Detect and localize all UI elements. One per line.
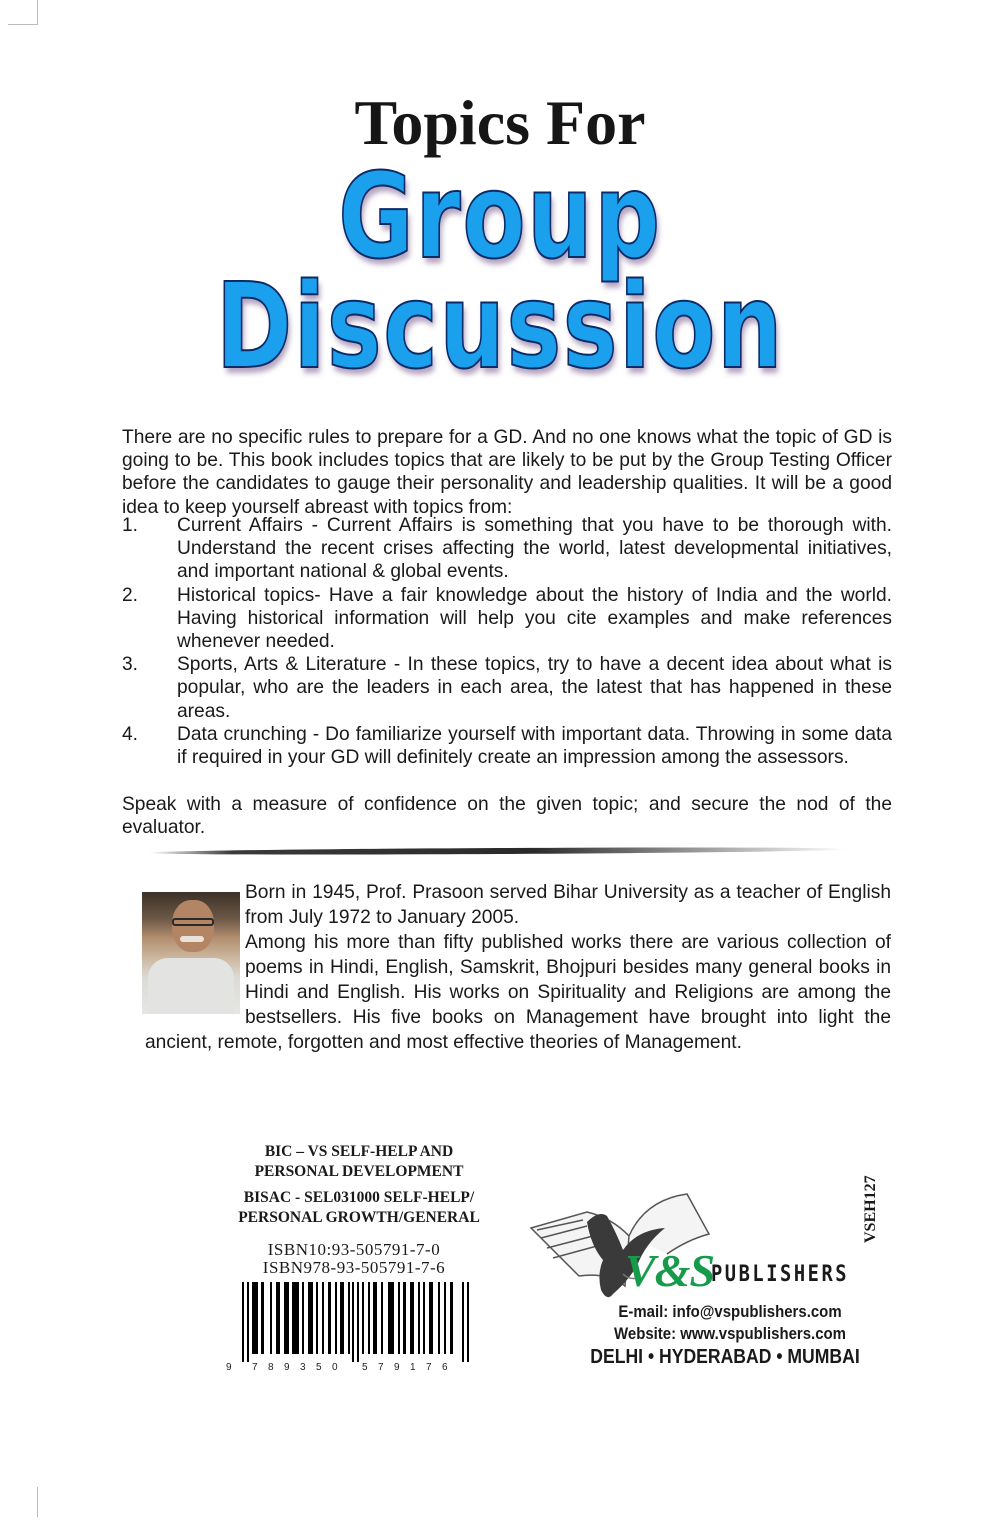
barcode-digit: 7 xyxy=(426,1362,432,1373)
barcode-icon xyxy=(242,1282,474,1362)
topic-list xyxy=(122,514,892,769)
topic-number: 2. xyxy=(122,584,139,606)
barcode-digit: 9 xyxy=(226,1362,232,1373)
intro-paragraph: There are no specific rules to prepare for a GD. And no one knows what the topic of GD is going to be. This book includes topics that are likely to be put by the Group Testing Officer before the candidates to gauge their personality and leadership qualities. It will be a good idea to keep yourself abreast with topics from: xyxy=(122,427,892,518)
bisac-classification xyxy=(224,1188,494,1228)
title-group: Group xyxy=(338,147,662,285)
topic-number: 1. xyxy=(122,515,139,536)
barcode-digit: 6 xyxy=(442,1362,448,1373)
topic-item xyxy=(122,514,892,584)
topic-text: Sports, Arts & Literature - In these topics, try to have a decent idea about what is popular, who are the leaders in each area, the latest that has happened in these areas. xyxy=(177,654,892,722)
author-bio-part2: Among his more than fifty published works there are various collection of poems in Hindi, English, Samskrit, Bhojpuri besides many general books in Hindi and English. His works on Spirituality and Religions are among the bestsellers. His five books on Management have brought into light the ancient, remote, forgotten and most effective theories of Management. xyxy=(145,932,891,1053)
author-bio-part1: Born in 1945, Prof. Prasoon served Bihar University as a teacher of English from July 1972 to January 2005. xyxy=(245,882,891,928)
publisher-email: E-mail: info@vspublishers.com xyxy=(618,1302,842,1321)
bisac-line: BISAC - SEL031000 SELF-HELP/ xyxy=(243,1189,475,1206)
barcode-digit: 9 xyxy=(284,1362,290,1373)
bisac-line: PERSONAL GROWTH/GENERAL xyxy=(238,1209,480,1226)
barcode-digit: 0 xyxy=(332,1362,338,1373)
barcode-digit: 7 xyxy=(378,1362,384,1373)
logo-publishers-text: PUBLISHERS xyxy=(711,1262,850,1287)
barcode-digit: 7 xyxy=(252,1362,258,1373)
isbn10: ISBN10:93-505791-7-0 xyxy=(267,1240,441,1259)
topic-text: Current Affairs - Current Affairs is something that you have to be thorough with. Understand the recent crises affecting the world, latest developmental initiatives, and important national & global events. xyxy=(177,515,892,583)
brush-divider xyxy=(148,846,848,856)
logo-vs-text: V&S xyxy=(625,1245,715,1296)
title-discussion: Discussion xyxy=(215,257,785,395)
crop-mark xyxy=(37,0,38,24)
photo-spacer xyxy=(145,880,245,1030)
barcode-digit: 8 xyxy=(268,1362,274,1373)
barcode-digit: 9 xyxy=(394,1362,400,1373)
bic-classification xyxy=(224,1142,494,1182)
author-bio xyxy=(145,880,891,1055)
book-code: VSEH127 xyxy=(862,1175,879,1243)
publisher-website: Website: www.vspublishers.com xyxy=(614,1324,846,1343)
topic-item xyxy=(122,723,892,769)
barcode-digit: 5 xyxy=(316,1362,322,1373)
barcode-digit: 3 xyxy=(300,1362,306,1373)
topic-item xyxy=(122,584,892,654)
topic-text: Data crunching - Do familiarize yourself with important data. Throwing in some data if required in your GD will definitely create an impression among the assessors. xyxy=(177,723,892,769)
publisher-cities: DELHI • HYDERABAD • MUMBAI xyxy=(590,1346,860,1368)
title-topics-for: Topics For xyxy=(354,87,646,158)
bic-line: BIC – VS SELF-HELP AND xyxy=(264,1143,454,1160)
crop-mark xyxy=(37,1487,38,1517)
crop-mark xyxy=(8,24,38,25)
topic-number: 4. xyxy=(122,723,139,745)
topic-text: Historical topics- Have a fair knowledge about the history of India and the world. Having historical information will help you cite examples and make references whenever needed. xyxy=(177,584,892,653)
bic-line: PERSONAL DEVELOPMENT xyxy=(254,1163,464,1180)
isbn13: ISBN978-93-505791-7-6 xyxy=(262,1258,446,1277)
closing-paragraph: Speak with a measure of confidence on the given topic; and secure the nod of the evaluator. xyxy=(122,794,892,839)
barcode-digit: 5 xyxy=(362,1362,368,1373)
topic-number: 3. xyxy=(122,654,139,676)
barcode-digit: 1 xyxy=(410,1362,416,1373)
topic-item xyxy=(122,653,892,723)
